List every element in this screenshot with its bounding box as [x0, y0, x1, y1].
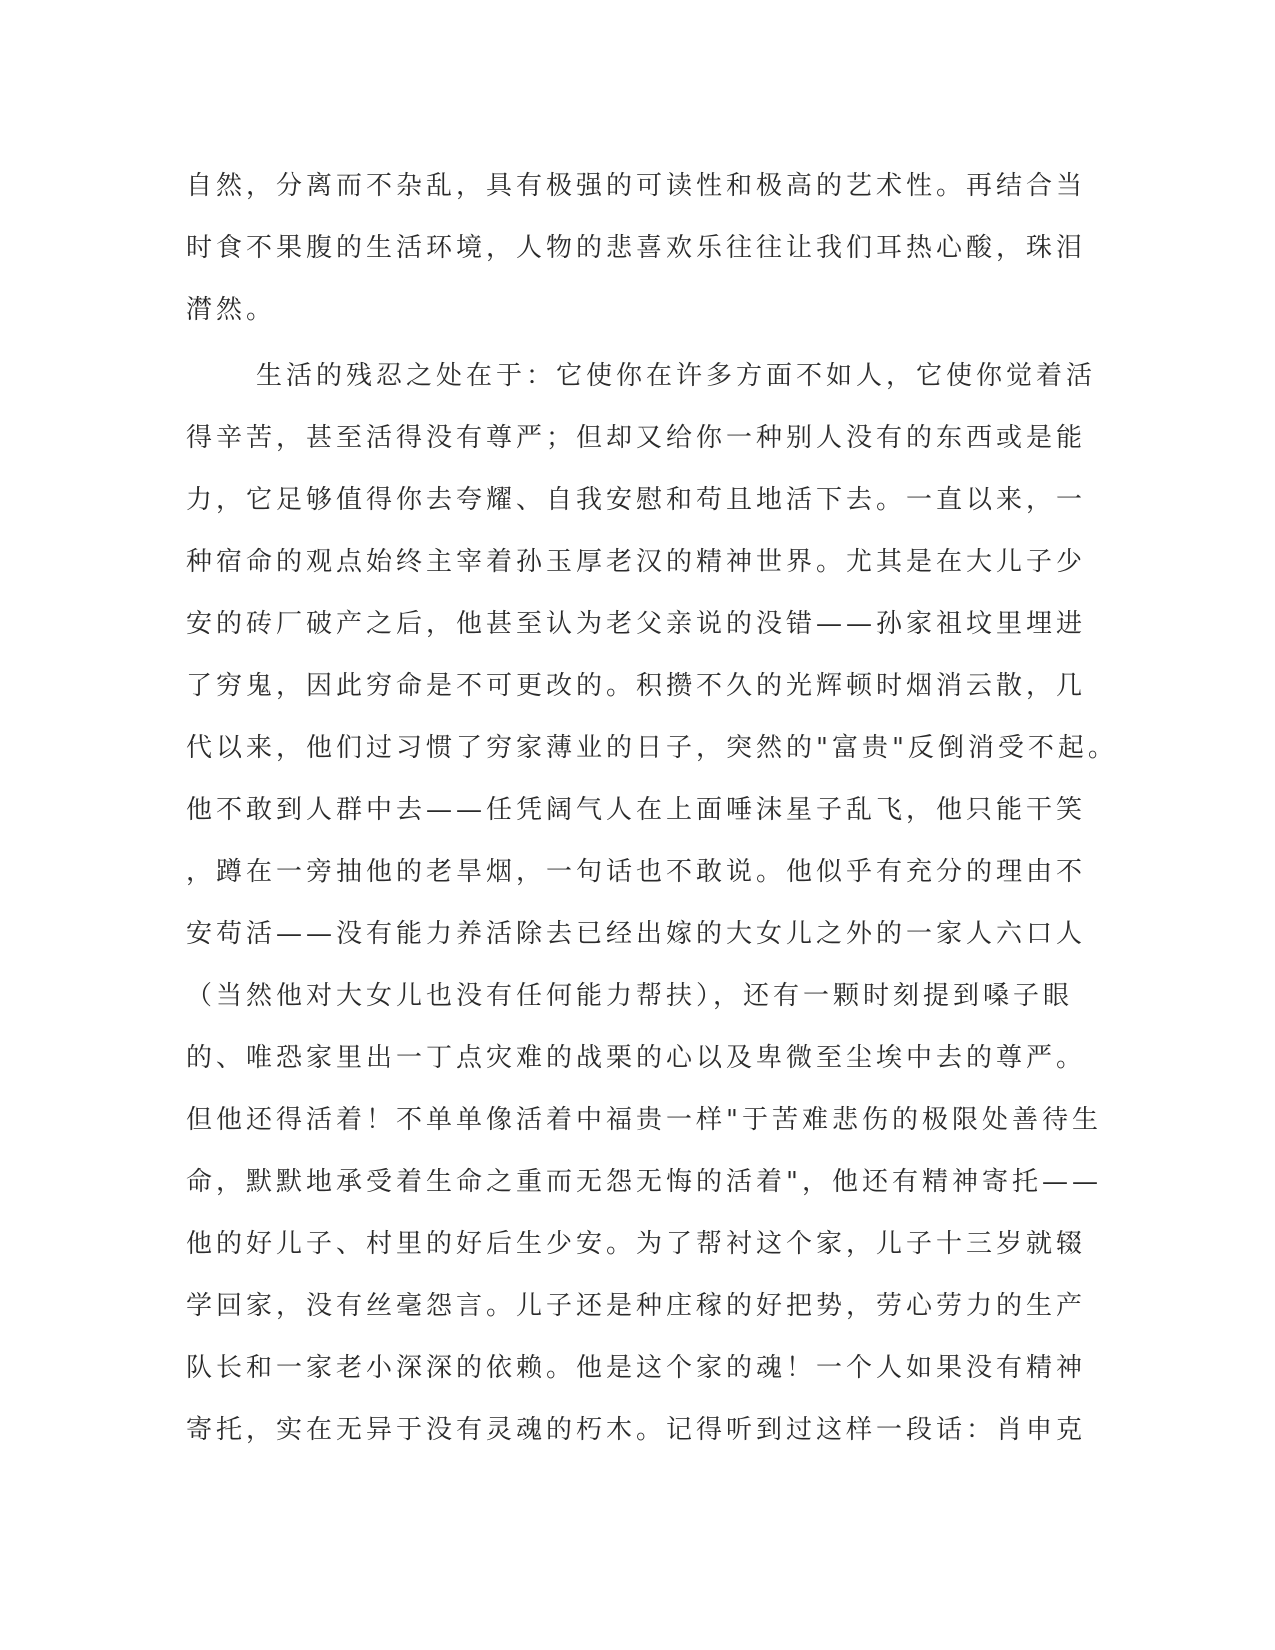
text-line: （当然他对大女儿也没有任何能力帮扶），还有一颗时刻提到嗓子眼: [186, 981, 1074, 1011]
text-line: 种宿命的观点始终主宰着孙玉厚老汉的精神世界。尤其是在大儿子少: [186, 547, 1087, 577]
text-line: 潸然。: [186, 295, 277, 325]
text-line: 学回家，没有丝毫怨言。儿子还是种庄稼的好把势，劳心劳力的生产: [186, 1291, 1087, 1321]
text-line: 他不敢到人群中去——任凭阔气人在上面唾沫星子乱飞，他只能干笑: [186, 795, 1087, 825]
text-line: 寄托，实在无异于没有灵魂的朽木。记得听到过这样一段话：肖申克: [186, 1415, 1087, 1445]
paragraph-2: [186, 341, 1118, 1461]
text-line: 力，它足够值得你去夸耀、自我安慰和苟且地活下去。一直以来，一: [186, 485, 1087, 515]
text-line: 得辛苦，甚至活得没有尊严；但却又给你一种别人没有的东西或是能: [186, 423, 1087, 453]
text-line: 的、唯恐家里出一丁点灾难的战栗的心以及卑微至尘埃中去的尊严。: [186, 1043, 1087, 1073]
paragraph-1: [186, 155, 1087, 341]
text-line: 命，默默地承受着生命之重而无怨无悔的活着"，他还有精神寄托——: [186, 1167, 1102, 1197]
text-line: 队长和一家老小深深的依赖。他是这个家的魂！一个人如果没有精神: [186, 1353, 1087, 1383]
text-line: 了穷鬼，因此穷命是不可更改的。积攒不久的光辉顿时烟消云散，几: [186, 671, 1087, 701]
text-line: 时食不果腹的生活环境，人物的悲喜欢乐往往让我们耳热心酸，珠泪: [186, 233, 1087, 263]
text-line: 但他还得活着！不单单像活着中福贵一样"于苦难悲伤的极限处善待生: [186, 1105, 1102, 1135]
text-line: ，蹲在一旁抽他的老旱烟，一句话也不敢说。他似乎有充分的理由不: [186, 857, 1087, 887]
text-line: 他的好儿子、村里的好后生少安。为了帮衬这个家，儿子十三岁就辍: [186, 1229, 1087, 1259]
text-line: 安的砖厂破产之后，他甚至认为老父亲说的没错——孙家祖坟里埋进: [186, 609, 1087, 639]
text-line: 代以来，他们过习惯了穷家薄业的日子，突然的"富贵"反倒消受不起。: [186, 733, 1118, 763]
text-line: 安苟活——没有能力养活除去已经出嫁的大女儿之外的一家人六口人: [186, 919, 1087, 949]
body-text: [186, 155, 1118, 1461]
text-line: 自然，分离而不杂乱，具有极强的可读性和极高的艺术性。再结合当: [186, 171, 1087, 201]
text-line: 生活的残忍之处在于：它使你在许多方面不如人，它使你觉着活: [256, 361, 1097, 391]
